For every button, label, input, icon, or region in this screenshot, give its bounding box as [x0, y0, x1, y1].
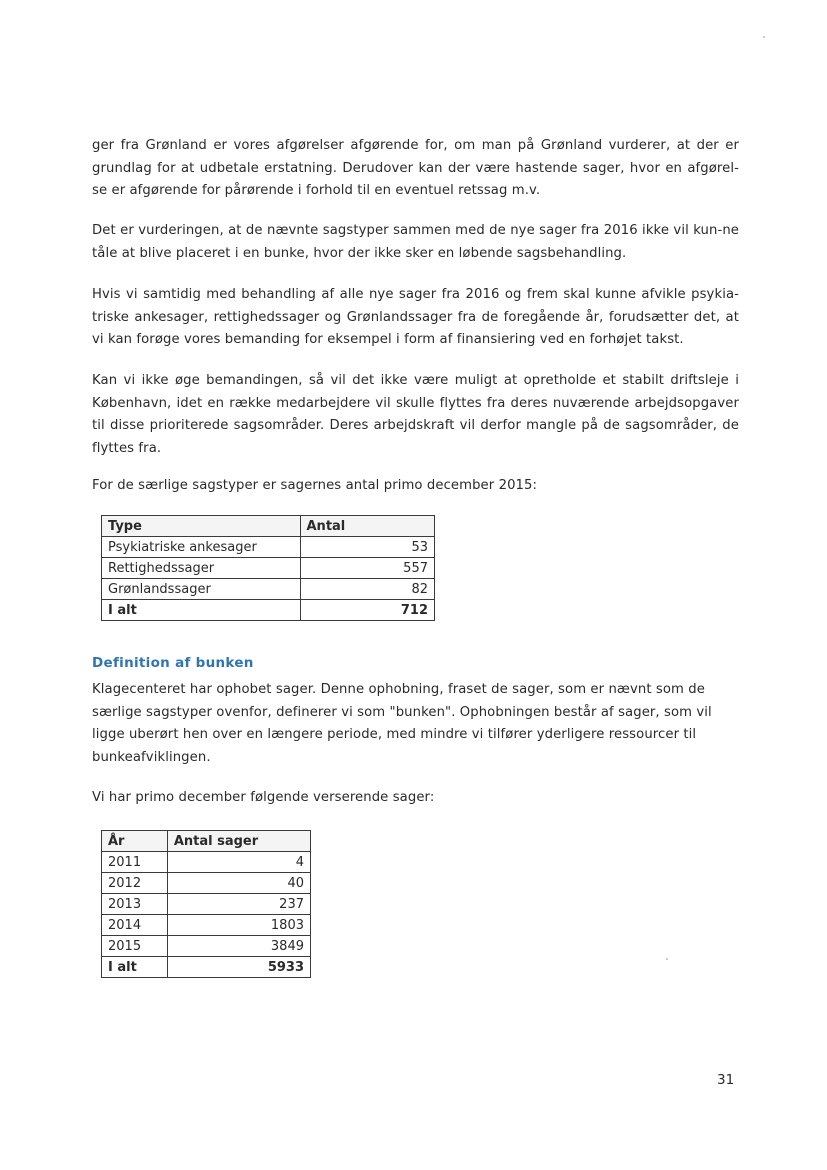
case-count-cell: 3849: [167, 936, 310, 957]
case-type-cell: Psykiatriske ankesager: [102, 537, 301, 558]
case-count-cell: 557: [300, 558, 435, 579]
table-header-row: [102, 516, 435, 537]
case-count-cell: 82: [300, 579, 435, 600]
case-count-cell: 40: [167, 873, 310, 894]
total-value-cell: 5933: [167, 957, 310, 978]
year-cell: 2013: [102, 894, 168, 915]
case-type-cell: Grønlandssager: [102, 579, 301, 600]
paragraph-assessment: Det er vurderingen, at de nævnte sagstyper sammen med de nye sager fra 2016 ikke vil kun-ne tåle at blive placeret i en bunke, hvor der ikke sker en løbende sagsbehandling.: [92, 223, 739, 261]
column-header-count: Antal: [300, 516, 435, 537]
year-cell: 2014: [102, 915, 168, 936]
special-case-types-table: [101, 515, 435, 621]
paragraph-copenhagen-operations: Kan vi ikke øge bemandingen, så vil det ikke være muligt at opretholde et stabilt driftsleje i København, idet en række medarbejdere vil skulle flyttes fra deres nuværende arbejdsopgaver til disse prioriterede sagsområder. Deres arbejdskraft vil derfor mangle på de sagsområder, de flyttes fra.: [92, 373, 739, 456]
year-cell: 2012: [102, 873, 168, 894]
scan-speck: [763, 36, 765, 38]
paragraph-pending-cases-intro: Vi har primo december følgende verserende sager:: [92, 790, 435, 805]
table-row: [102, 873, 311, 894]
year-cell: 2015: [102, 936, 168, 957]
table-row: [102, 558, 435, 579]
table-total-row: [102, 600, 435, 621]
pending-cases-by-year-table: [101, 830, 311, 978]
paragraph-backlog-definition: Klagecenteret har ophobet sager. Denne ophobning, fraset de sager, som er nævnt som de særlige sagstyper ovenfor, definerer vi som "bunken". Ophobningen består af sager, som vil ligge uberørt hen over en længere periode, med mindre vi tilfører yderligere ressourcer til bunkeafviklingen.: [92, 682, 712, 765]
total-value-cell: 712: [300, 600, 435, 621]
case-count-cell: 1803: [167, 915, 310, 936]
case-type-cell: Rettighedssager: [102, 558, 301, 579]
table-row: [102, 936, 311, 957]
page-number: 31: [717, 1072, 735, 1088]
total-label-cell: I alt: [102, 600, 301, 621]
year-cell: 2011: [102, 852, 168, 873]
table-row: [102, 894, 311, 915]
section-heading: Definition af bunken: [92, 655, 254, 671]
paragraph-special-case-intro: For de særlige sagstyper er sagernes antal primo december 2015:: [92, 478, 538, 493]
scan-speck: [666, 958, 668, 960]
case-count-cell: 53: [300, 537, 435, 558]
table-total-row: [102, 957, 311, 978]
column-header-year: År: [102, 831, 168, 852]
total-label-cell: I alt: [102, 957, 168, 978]
column-header-case-count: Antal sager: [167, 831, 310, 852]
table-row: [102, 915, 311, 936]
table-row: [102, 852, 311, 873]
case-count-cell: 237: [167, 894, 310, 915]
table-header-row: [102, 831, 311, 852]
case-count-cell: 4: [167, 852, 310, 873]
table-row: [102, 537, 435, 558]
paragraph-greenland-compensation: ger fra Grønland er vores afgørelser afgørende for, om man på Grønland vurderer, at der er grundlag for at udbetale erstatning. Derudover kan der være hastende sager, hvor en afgørel-se er afgørende for pårørende i forhold til en eventuel retssag m.v.: [92, 138, 739, 198]
column-header-type: Type: [102, 516, 301, 537]
paragraph-staffing-increase: Hvis vi samtidig med behandling af alle nye sager fra 2016 og frem skal kunne afvikle psykia-triske ankesager, rettighedssager og Grønlandssager fra de foregående år, forudsætter det, at vi kan forøge vores bemanding for eksempel i form af finansiering ved en forhøjet takst.: [92, 287, 739, 347]
table-row: [102, 579, 435, 600]
